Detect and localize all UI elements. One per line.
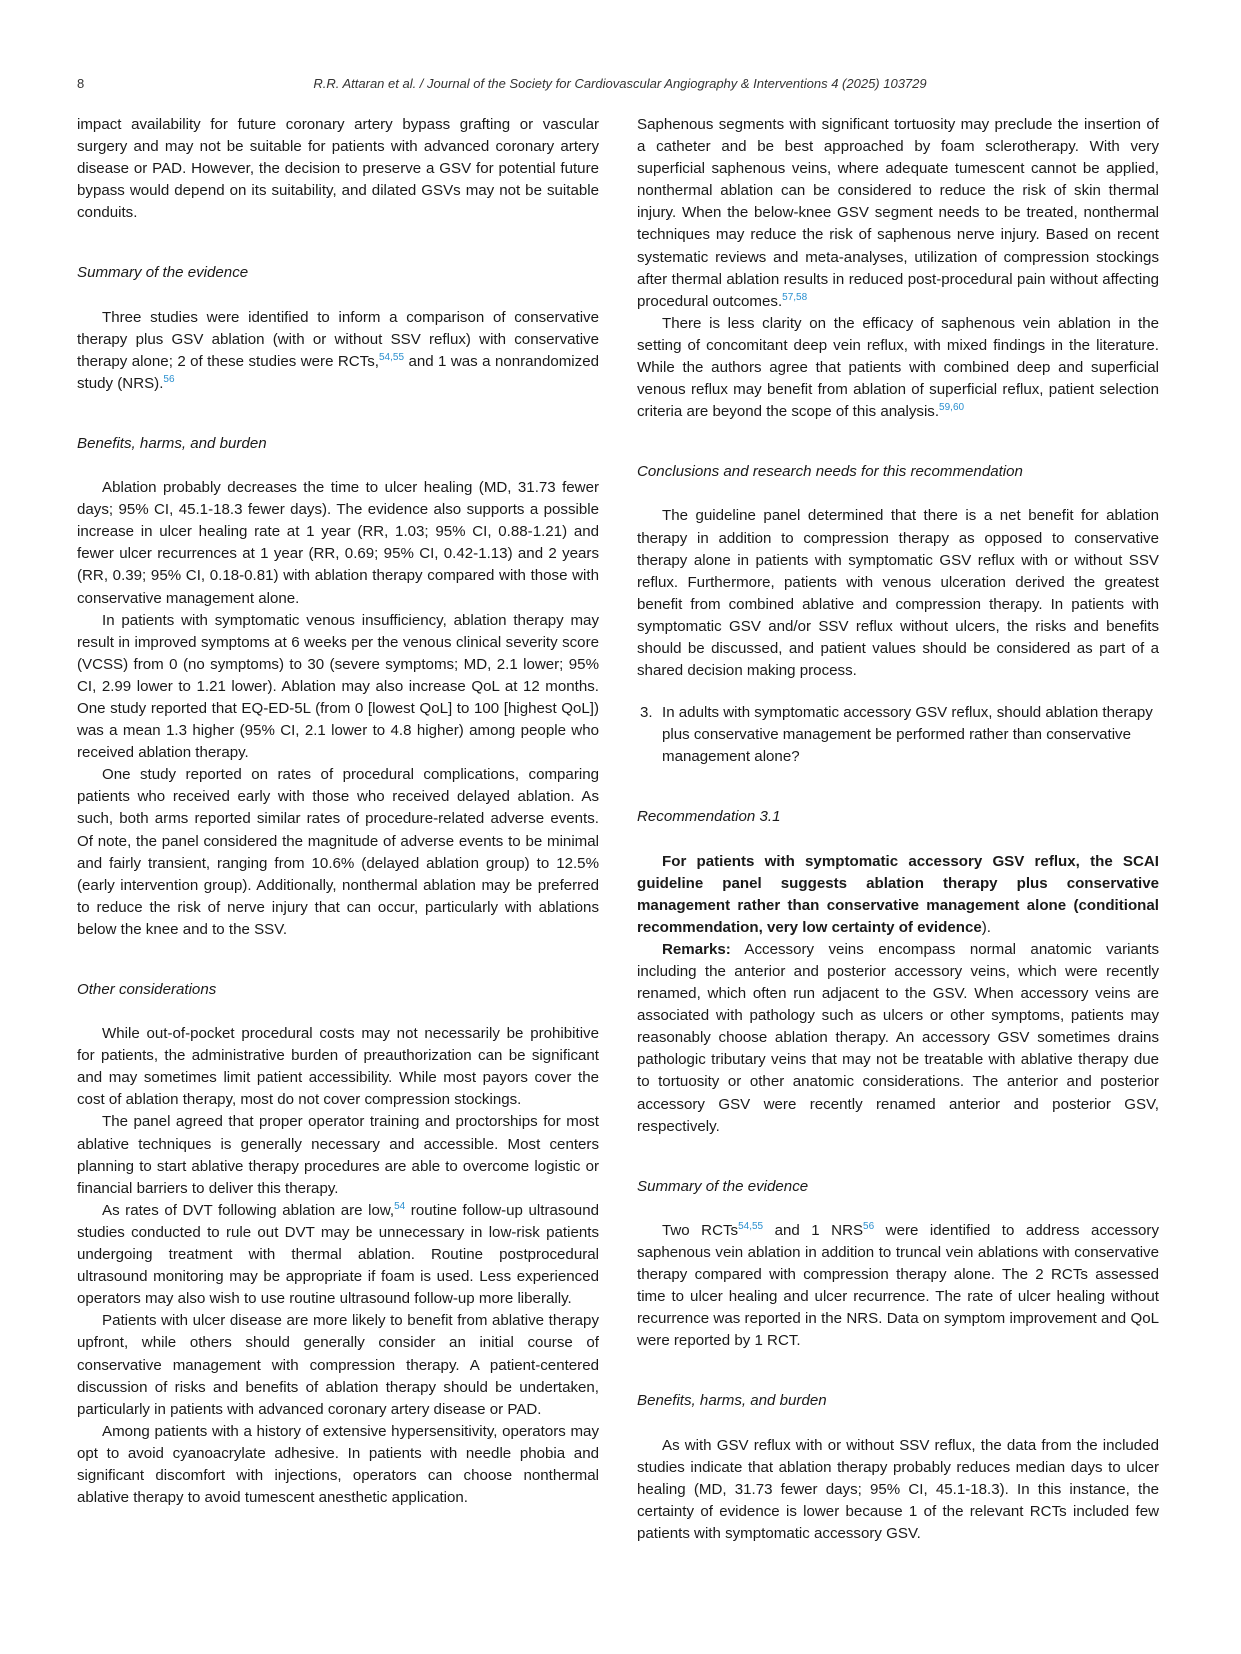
citation-link[interactable]: 56 <box>163 373 175 385</box>
paragraph: As with GSV reflux with or without SSV reflux, the data from the included studies indicate that ablation therapy probably reduces median days to ulcer healing (MD, 31.73 fewer days; 95% CI, 45.1-18.3). In this instance, the certainty of evidence is lower because 1 of the relevant RCTs included few patients with symptomatic accessory GSV. <box>637 1436 1159 1542</box>
page-number: 8 <box>77 76 85 91</box>
remarks-paragraph: Remarks: Accessory veins encompass normal anatomic variants including the anterior and posterior accessory veins, which were recently renamed, which often run adjacent to the GSV. When accessory veins are associated with pathology such as ulcers or other symptoms, patients may reasonably choose ablation therapy. An accessory GSV sometimes drains pathologic tributary veins that may not be treatable with ablative therapy due to tortuosity or other anatomic considerations. The anterior and posterior accessory GSV were recently renamed anterior and posterior GSV, respectively. <box>637 940 1159 1135</box>
section-heading: Benefits, harms, and burden <box>637 1392 827 1410</box>
citation-link[interactable]: 54,55 <box>738 1220 764 1232</box>
paragraph: The guideline panel determined that there is a net benefit for ablation therapy in addition to compression therapy as opposed to conservative therapy alone in patients with symptomatic GSV reflux with or without SSV reflux. Furthermore, patients with venous ulceration derived the greatest benefit from combined ablative and compression therapy. In patients with symptomatic GSV and/or SSV reflux without ulcers, the risks and benefits should be discussed, and patient values should be considered as part of a shared decision making process. <box>637 507 1159 680</box>
paragraph: impact availability for future coronary artery bypass grafting or vascular surgery and may not be suitable for patients with advanced coronary artery disease or PAD. However, the decision to preserve a GSV for potential future bypass would depend on its suitability, and dilated GSVs may not be suitable conduits. <box>77 116 599 222</box>
section-heading: Benefits, harms, and burden <box>77 434 267 452</box>
question-number: 3. <box>640 704 653 722</box>
paragraph: There is less clarity on the efficacy of saphenous vein ablation in the setting of concomitant deep vein reflux, with mixed findings in the literature. While the authors agree that patients with combined deep and superficial venous reflux may benefit from ablation of superficial reflux, patient selection criteria are beyond the scope of this analysis.$^{59,60}$ <box>637 314 1159 421</box>
paragraph: As rates of DVT following ablation are low,$^{54}$ routine follow-up ultrasound studies conducted to rule out DVT may be unnecessary in low-risk patients undergoing treatment with thermal ablation. Routine postprocedural ultrasound monitoring may be appropriate if foam is used. Less experienced operators may also wish to use routine ultrasound follow-up more liberally. <box>77 1200 599 1308</box>
section-heading: Conclusions and research needs for this recommendation <box>637 463 1023 481</box>
paragraph: Two RCTs$^{54,55}$ and 1 NRS$^{56}$ were identified to address accessory saphenous vein ablation in addition to truncal vein ablations with conservative therapy compared with compression therapy alone. The 2 RCTs assessed time to ulcer healing and ulcer recurrence. The rate of ulcer healing without recurrence was reported in the NRS. Data on symptom improvement and QoL were reported by 1 RCT. <box>637 1220 1159 1350</box>
paragraph: In patients with symptomatic venous insufficiency, ablation therapy may result in improved symptoms at 6 weeks per the venous clinical severity score (VCSS) from 0 (no symptoms) to 30 (severe symptoms; MD, 2.1 lower; 95% CI, 2.99 lower to 1.21 lower). Ablation may also increase QoL at 12 months. One study reported that EQ-ED-5L (from 0 [lowest QoL] to 100 [highest QoL]) was a mean 1.3 higher (95% CI, 2.1 lower to 4.8 higher) among people who received ablation therapy. <box>77 611 599 762</box>
section-heading: Summary of the evidence <box>637 1177 809 1195</box>
paragraph: Patients with ulcer disease are more likely to benefit from ablative therapy upfront, while others should generally consider an initial course of conservative management with compression therapy. A patient-centered discussion of risks and benefits of ablation therapy should be undertaken, particularly in patients with advanced coronary artery disease or PAD. <box>77 1312 599 1418</box>
section-heading: Recommendation 3.1 <box>637 808 781 826</box>
right-column <box>637 114 1159 1545</box>
left-column <box>77 114 599 1509</box>
page-header <box>77 76 1163 96</box>
section-heading: Other considerations <box>77 981 217 998</box>
paragraph: Among patients with a history of extensive hypersensitivity, operators may opt to avoid cyanoacrylate adhesive. In patients with needle phobia and significant discomfort with injections, operators can choose nonthermal ablative therapy to avoid tumescent anesthetic application. <box>77 1422 599 1507</box>
question-item <box>640 702 1159 768</box>
paragraph: Ablation probably decreases the time to ulcer healing (MD, 31.73 fewer days; 95% CI, 45.1-18.3 fewer days). The evidence also supports a possible increase in ulcer healing rate at 1 year (RR, 1.03; 95% CI, 0.88-1.21) and fewer ulcer recurrences at 1 year (RR, 0.69; 95% CI, 0.42-1.13) and 2 years (RR, 0.39; 95% CI, 0.18-0.81) with ablation therapy compared with those with conservative management alone. <box>77 479 599 607</box>
citation-link[interactable]: 54 <box>394 1200 406 1212</box>
paragraph: The panel agreed that proper operator training and proctorships for most ablative techniques is generally necessary and accessible. Most centers planning to start ablative therapy procedures are able to overcome logistic or financial barriers to deliver this therapy. <box>77 1113 599 1197</box>
citation-link[interactable]: 57,58 <box>782 291 808 303</box>
citation-link[interactable]: 56 <box>863 1220 875 1232</box>
remarks-label: Remarks: <box>662 940 731 958</box>
citation-link[interactable]: 54,55 <box>378 351 405 363</box>
paragraph: Saphenous segments with significant tortuosity may preclude the insertion of a catheter and be best approached by foam sclerotherapy. With very superficial saphenous veins, where adequate tumescent cannot be applied, nonthermal ablation can be considered to reduce the risk of skin thermal injury. When the below-knee GSV segment needs to be treated, nonthermal techniques may reduce the risk of saphenous nerve injury. Based on recent systematic reviews and meta-analyses, utilization of compression stockings after thermal ablation results in reduced post-procedural pain without affecting procedural outcomes.$^{57,58}$ <box>637 116 1159 310</box>
running-title: R.R. Attaran et al. / Journal of the Society for Cardiovascular Angiography & Interventions 4 (2025) 103729 <box>313 76 927 91</box>
section-heading: Summary of the evidence <box>77 264 249 282</box>
question-text: In adults with symptomatic accessory GSV reflux, should ablation therapy plus conservative management be performed rather than conservative management alone? <box>662 704 1153 766</box>
recommendation-text: For patients with symptomatic accessory GSV reflux, the SCAI guideline panel suggests ablation therapy plus conservative management rather than conservative management alone (conditional recommendation, very low certainty of evidence). <box>637 852 1159 936</box>
paragraph: One study reported on rates of procedural complications, comparing patients who received early with those who received delayed ablation. As such, both arms reported similar rates of procedure-related adverse events. Of note, the panel considered the magnitude of adverse events to be minimal and fairly transient, ranging from 10.6% (delayed ablation group) to 12.5% (early intervention group). Additionally, nonthermal ablation may be preferred to reduce the risk of nerve injury that can occur, particularly with ablations below the knee and to the SSV. <box>77 766 599 938</box>
citation-link[interactable]: 59,60 <box>939 402 965 414</box>
paragraph: Three studies were identified to inform a comparison of conservative therapy plus GSV ablation (with or without SSV reflux) with conservative therapy alone; 2 of these studies were RCTs,$^{54,55}$ and 1 was a nonrandomized study (NRS).$^{56}$ <box>77 308 599 392</box>
paragraph: While out-of-pocket procedural costs may not necessarily be prohibitive for patients, the administrative burden of preauthorization can be significant and may sometimes limit patient accessibility. While most payors cover the cost of ablation therapy, most do not cover compression stockings. <box>77 1025 599 1109</box>
